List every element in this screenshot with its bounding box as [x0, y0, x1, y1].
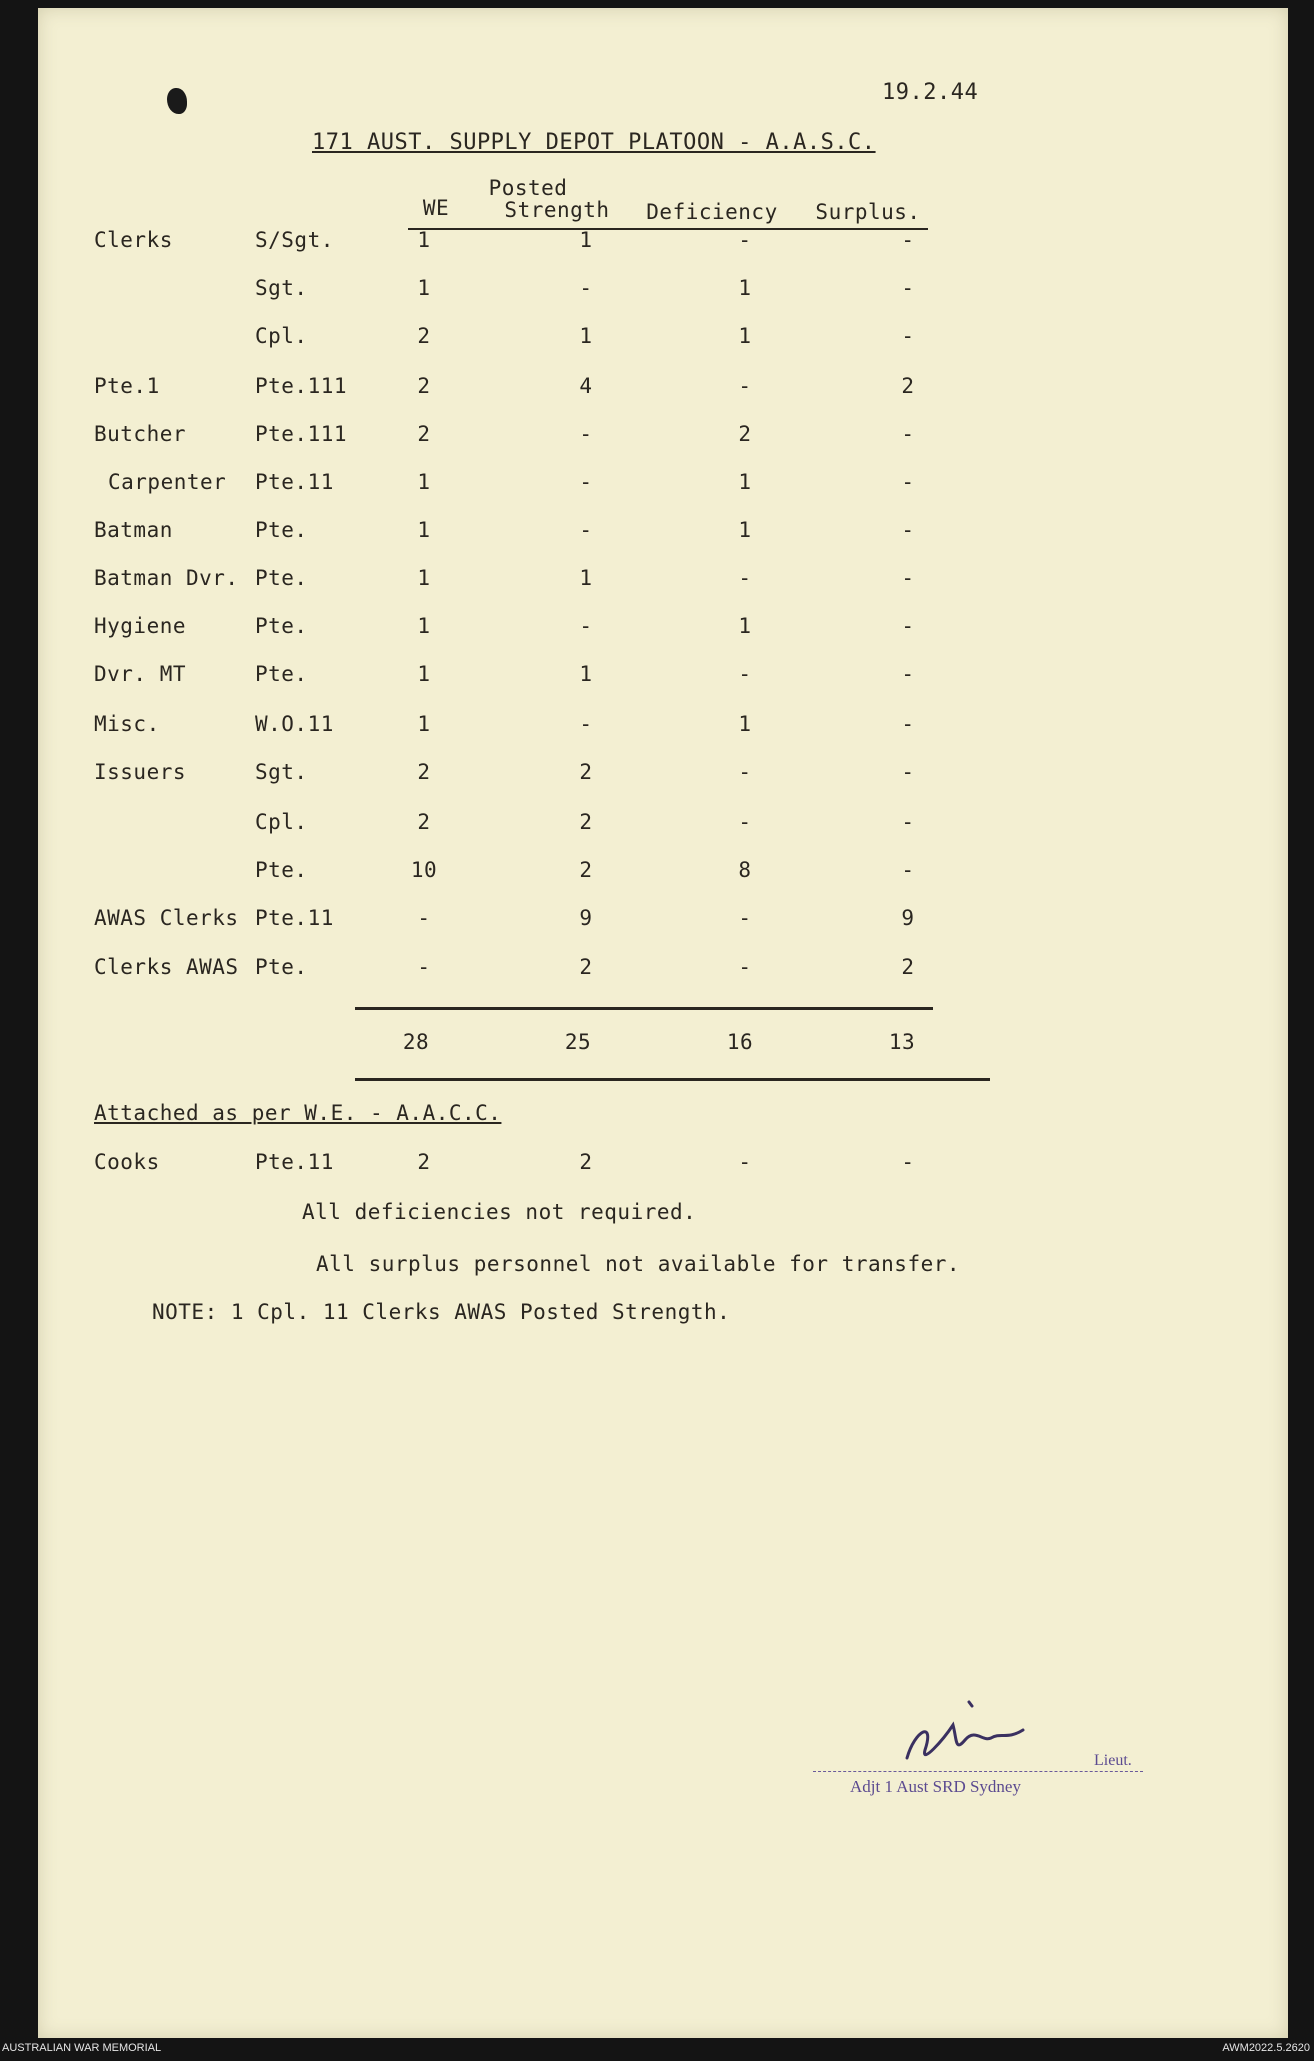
footer-institution: AUSTRALIAN WAR MEMORIAL	[2, 2042, 162, 2054]
document-title: 171 AUST. SUPPLY DEPOT PLATOON - A.A.S.C.	[312, 130, 876, 155]
document-note: NOTE: 1 Cpl. 11 Clerks AWAS Posted Strength.	[152, 1300, 731, 1324]
total-rule-bottom	[355, 1078, 990, 1081]
col-header-surplus: Surplus.	[815, 200, 921, 224]
cell-posted: 1	[579, 228, 593, 252]
cell-we: 2	[417, 324, 431, 348]
cell-posted: 2	[579, 760, 593, 784]
cell-posted: -	[579, 470, 593, 494]
cell-posted: -	[579, 518, 593, 542]
cell-posted: 2	[579, 810, 593, 834]
attached-trade: Cooks	[94, 1150, 160, 1174]
attached-posted: 2	[579, 1150, 593, 1174]
cell-rank: Pte.	[255, 955, 308, 979]
cell-surplus: -	[901, 518, 915, 542]
signature-line	[813, 1771, 1143, 1772]
cell-we: 1	[417, 228, 431, 252]
document-page	[38, 8, 1288, 2038]
cell-trade: AWAS Clerks	[94, 906, 239, 930]
cell-posted: -	[579, 422, 593, 446]
cell-deficiency: 1	[738, 276, 752, 300]
total-we: 28	[402, 1030, 430, 1054]
cell-surplus: -	[901, 810, 915, 834]
cell-surplus: -	[901, 566, 915, 590]
cell-deficiency: -	[738, 566, 752, 590]
cell-posted: 2	[579, 955, 593, 979]
cell-surplus: 9	[901, 906, 915, 930]
cell-we: -	[417, 955, 431, 979]
cell-rank: Pte.	[255, 858, 308, 882]
cell-rank: Pte.	[255, 614, 308, 638]
cell-surplus: -	[901, 324, 915, 348]
attached-heading: Attached as per W.E. - A.A.C.C.	[94, 1101, 502, 1125]
cell-deficiency: -	[738, 760, 752, 784]
cell-posted: 1	[579, 324, 593, 348]
remark-deficiencies: All deficiencies not required.	[302, 1200, 697, 1224]
attached-rank: Pte.11	[255, 1150, 334, 1174]
cell-we: 2	[417, 810, 431, 834]
total-surplus: 13	[888, 1030, 916, 1054]
col-header-deficiency: Deficiency	[646, 200, 778, 224]
cell-trade: Dvr. MT	[94, 662, 187, 686]
cell-we: 1	[417, 712, 431, 736]
attached-we: 2	[417, 1150, 431, 1174]
cell-rank: Sgt.	[255, 276, 308, 300]
total-rule-top	[355, 1007, 933, 1010]
cell-posted: 9	[579, 906, 593, 930]
cell-trade: Clerks	[94, 228, 173, 252]
cell-deficiency: 1	[738, 324, 752, 348]
cell-trade: Issuers	[94, 760, 187, 784]
cell-posted: 2	[579, 858, 593, 882]
cell-we: 2	[417, 760, 431, 784]
cell-rank: Pte.111	[255, 374, 348, 398]
cell-trade: Misc.	[94, 712, 160, 736]
col-header-posted-1: Posted	[488, 176, 568, 200]
cell-deficiency: 1	[738, 614, 752, 638]
cell-deficiency: -	[738, 662, 752, 686]
cell-we: 1	[417, 566, 431, 590]
cell-surplus: -	[901, 228, 915, 252]
cell-rank: Pte.11	[255, 906, 334, 930]
col-header-we: WE	[422, 196, 450, 220]
cell-deficiency: -	[738, 228, 752, 252]
cell-trade: Butcher	[94, 422, 187, 446]
signature-scrawl	[895, 1680, 1055, 1780]
total-posted: 25	[564, 1030, 592, 1054]
cell-deficiency: -	[738, 810, 752, 834]
remark-surplus: All surplus personnel not available for transfer.	[316, 1252, 961, 1276]
cell-deficiency: 1	[738, 518, 752, 542]
cell-rank: Pte.	[255, 518, 308, 542]
cell-posted: -	[579, 614, 593, 638]
total-deficiency: 16	[726, 1030, 754, 1054]
cell-rank: S/Sgt.	[255, 228, 334, 252]
cell-surplus: -	[901, 470, 915, 494]
cell-deficiency: 1	[738, 470, 752, 494]
cell-rank: Pte.111	[255, 422, 348, 446]
cell-surplus: -	[901, 614, 915, 638]
cell-we: 10	[410, 858, 438, 882]
cell-surplus: -	[901, 276, 915, 300]
cell-surplus: -	[901, 760, 915, 784]
cell-posted: 1	[579, 566, 593, 590]
cell-trade: Clerks AWAS	[94, 955, 239, 979]
cell-surplus: -	[901, 858, 915, 882]
cell-deficiency: -	[738, 374, 752, 398]
punch-hole	[167, 88, 187, 114]
cell-surplus: 2	[901, 374, 915, 398]
cell-posted: -	[579, 712, 593, 736]
cell-deficiency: 2	[738, 422, 752, 446]
cell-we: 1	[417, 470, 431, 494]
cell-rank: Cpl.	[255, 324, 308, 348]
cell-rank: Sgt.	[255, 760, 308, 784]
cell-we: -	[417, 906, 431, 930]
cell-posted: 4	[579, 374, 593, 398]
cell-trade: Pte.1	[94, 374, 160, 398]
cell-we: 2	[417, 374, 431, 398]
cell-surplus: -	[901, 712, 915, 736]
cell-surplus: -	[901, 422, 915, 446]
cell-posted: 1	[579, 662, 593, 686]
cell-we: 1	[417, 276, 431, 300]
col-header-posted-2: Strength	[504, 198, 610, 222]
cell-trade: Carpenter	[108, 470, 227, 494]
cell-rank: W.O.11	[255, 712, 334, 736]
cell-rank: Pte.	[255, 566, 308, 590]
cell-surplus: 2	[901, 955, 915, 979]
cell-rank: Pte.11	[255, 470, 334, 494]
cell-we: 1	[417, 614, 431, 638]
cell-deficiency: 8	[738, 858, 752, 882]
attached-surplus: -	[901, 1150, 915, 1174]
cell-deficiency: -	[738, 955, 752, 979]
signature-title: Adjt 1 Aust SRD Sydney	[850, 1777, 1021, 1796]
footer-reference: AWM2022.5.2620	[1222, 2042, 1310, 2054]
cell-deficiency: 1	[738, 712, 752, 736]
cell-surplus: -	[901, 662, 915, 686]
header-underline	[408, 228, 928, 230]
cell-rank: Cpl.	[255, 810, 308, 834]
cell-we: 2	[417, 422, 431, 446]
cell-trade: Batman Dvr.	[94, 566, 239, 590]
cell-deficiency: -	[738, 906, 752, 930]
cell-we: 1	[417, 518, 431, 542]
document-date: 19.2.44	[882, 80, 979, 105]
attached-deficiency: -	[738, 1150, 752, 1174]
cell-trade: Hygiene	[94, 614, 187, 638]
cell-rank: Pte.	[255, 662, 308, 686]
signature-rank: Lieut.	[1094, 1752, 1132, 1769]
cell-posted: -	[579, 276, 593, 300]
cell-trade: Batman	[94, 518, 173, 542]
cell-we: 1	[417, 662, 431, 686]
